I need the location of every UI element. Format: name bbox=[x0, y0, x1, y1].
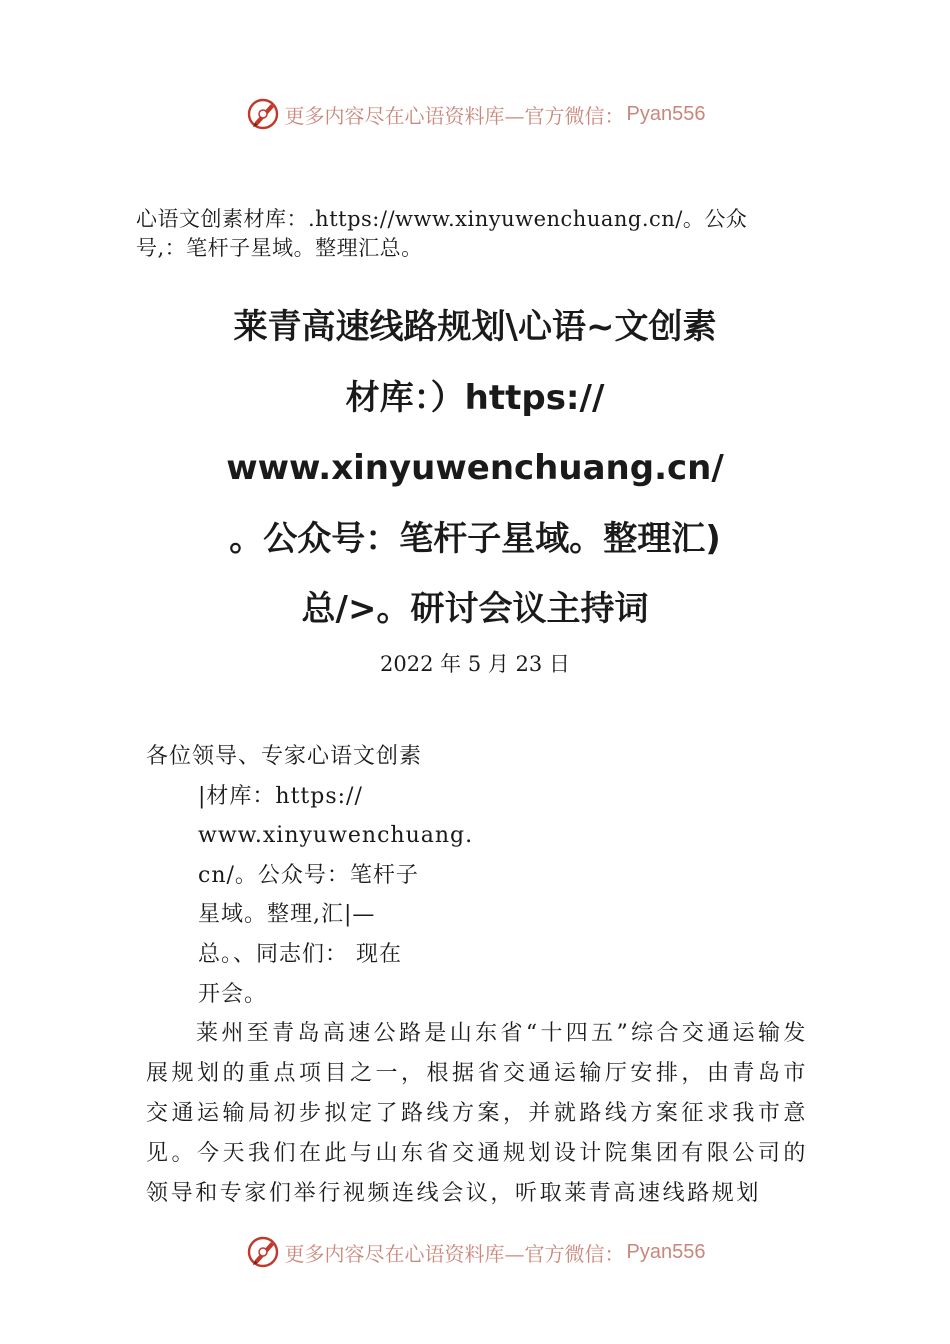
footer-banner-handle: Pyan556 bbox=[626, 1240, 706, 1263]
greeting-block bbox=[146, 737, 473, 1014]
greeting-line: cn/。公众号：笔杆子 bbox=[198, 862, 419, 888]
body-paragraph: 莱州至青岛高速公路是山东省“十四五”综合交通运输发展规划的重点项目之一，根据省交通运输厅安排，由青岛市交通运输局初步拟定了路线方案，并就路线方案征求我市意见。今天我们在此与山东省交通规划设计院集团有限公司的领导和专家们举行视频连线会议，听取莱青高速线路规划 bbox=[146, 1021, 808, 1206]
title-line: 。公众号：笔杆子星域。整理汇) bbox=[229, 518, 721, 559]
greeting-line: www.xinyuwenchuang. bbox=[198, 823, 474, 849]
title-line: 总/>。研讨会议主持词 bbox=[301, 589, 649, 629]
greeting-line: 各位领导、专家心语文创素 bbox=[146, 744, 423, 769]
greeting-line: 星域。整理,汇|— bbox=[198, 902, 376, 928]
greeting-line: 总。、同志们： 现在 bbox=[198, 941, 402, 967]
intro-line: 心语文创素材库：.https://www.xinyuwenchuang.cn/。公众 bbox=[136, 207, 748, 231]
header-banner bbox=[0, 94, 950, 134]
footer-banner-text: 更多内容尽在心语资料库—官方微信： bbox=[284, 1241, 625, 1266]
intro-text bbox=[136, 205, 826, 263]
title-line: www.xinyuwenchuang.cn/ bbox=[226, 448, 724, 488]
header-banner-text: 更多内容尽在心语资料库—官方微信： bbox=[284, 103, 625, 128]
footer-banner bbox=[0, 1232, 950, 1272]
pen-logo-icon bbox=[245, 96, 281, 132]
header-banner-handle: Pyan556 bbox=[626, 102, 706, 125]
intro-line: 号,：笔杆子星域。整理汇总。 bbox=[136, 236, 423, 260]
document-title bbox=[0, 292, 950, 645]
greeting-line: 开会。 bbox=[198, 981, 268, 1007]
greeting-line: |材库：https:// bbox=[198, 783, 363, 809]
document-date: 2022 年 5 月 23 日 bbox=[380, 652, 570, 676]
pen-logo-icon bbox=[245, 1234, 281, 1270]
title-line: 莱青高速线路规划\心语~文创素 bbox=[233, 307, 717, 347]
title-line: 材库：）https:// bbox=[345, 377, 605, 418]
